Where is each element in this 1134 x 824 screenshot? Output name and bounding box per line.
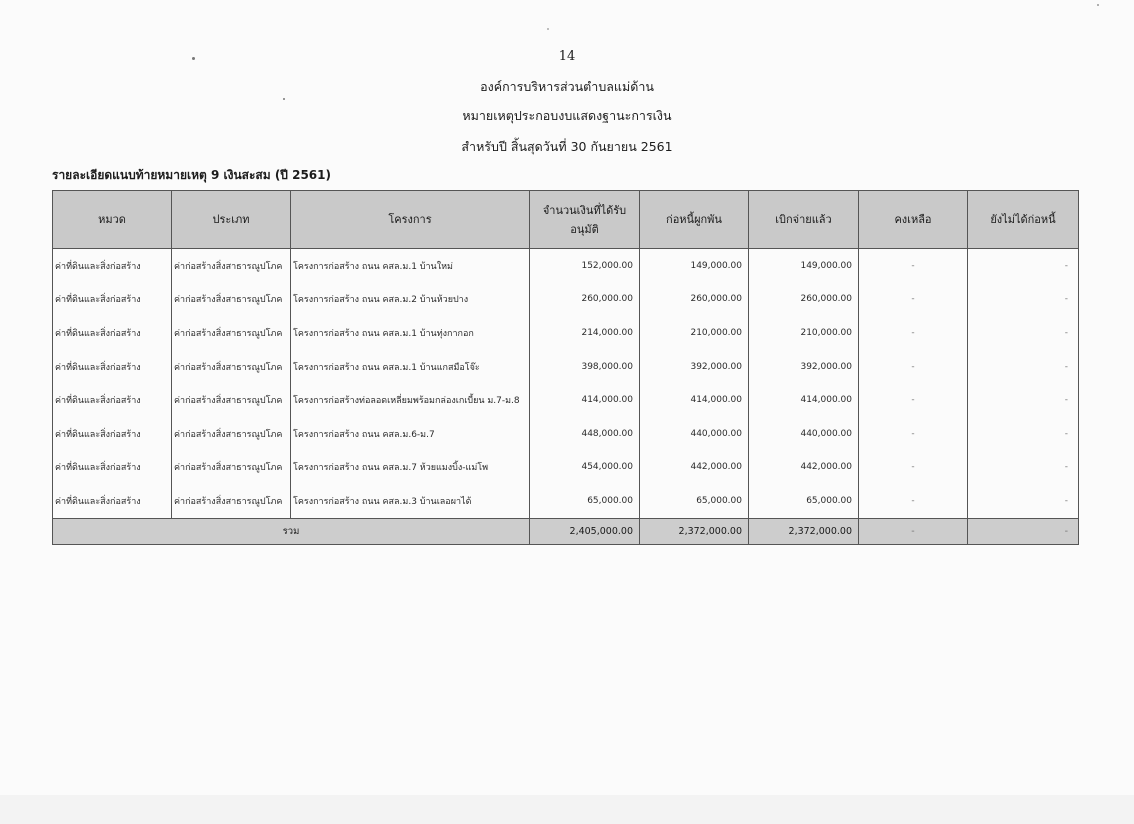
cell-remaining: - [859, 417, 968, 451]
cell-approved: 398,000.00 [530, 350, 640, 384]
cell-disbursed: 440,000.00 [749, 417, 859, 451]
cell-disbursed: 260,000.00 [749, 283, 859, 317]
cell-category: ค่าที่ดินและสิ่งก่อสร้าง [53, 283, 172, 317]
total-label: รวม [53, 518, 530, 544]
table-header-row [53, 191, 1079, 249]
cell-not-obligated: - [968, 451, 1079, 485]
cell-not-obligated: - [968, 484, 1079, 518]
document-title: หมายเหตุประกอบงบแสดงฐานะการเงิน [462, 108, 672, 123]
cell-project: โครงการก่อสร้าง ถนน คสล.ม.2 บ้านห้วยปาง [291, 283, 530, 317]
page-number: 14 [558, 49, 576, 64]
table-row [53, 451, 1079, 485]
cell-obligated: 210,000.00 [640, 316, 749, 350]
cell-obligated: 442,000.00 [640, 451, 749, 485]
cell-project: โครงการก่อสร้าง ถนน คสล.ม.1 บ้านแกสมือโจ๊ะ [291, 350, 530, 384]
cell-category: ค่าที่ดินและสิ่งก่อสร้าง [53, 417, 172, 451]
cell-type: ค่าก่อสร้างสิ่งสาธารณูปโภค [172, 350, 291, 384]
total-disbursed: 2,372,000.00 [749, 518, 859, 544]
scan-speck [1097, 4, 1099, 6]
header-remaining: คงเหลือ [859, 191, 968, 249]
cell-remaining: - [859, 350, 968, 384]
cell-type: ค่าก่อสร้างสิ่งสาธารณูปโภค [172, 383, 291, 417]
cell-remaining: - [859, 383, 968, 417]
cell-remaining: - [859, 484, 968, 518]
scan-speck [283, 98, 285, 100]
header-category: หมวด [53, 191, 172, 249]
data-table [52, 190, 1079, 545]
cell-approved: 214,000.00 [530, 316, 640, 350]
cell-not-obligated: - [968, 316, 1079, 350]
cell-not-obligated: - [968, 249, 1079, 283]
table-row [53, 350, 1079, 384]
cell-remaining: - [859, 283, 968, 317]
table-row [53, 316, 1079, 350]
cell-approved: 260,000.00 [530, 283, 640, 317]
cell-project: โครงการก่อสร้าง ถนน คสล.ม.6-ม.7 [291, 417, 530, 451]
cell-remaining: - [859, 451, 968, 485]
total-not-obligated: - [968, 518, 1079, 544]
cell-type: ค่าก่อสร้างสิ่งสาธารณูปโภค [172, 283, 291, 317]
cell-project: โครงการก่อสร้างท่อลอดเหลี่ยมพร้อมกล่องเกเบี้ยน ม.7-ม.8 [291, 383, 530, 417]
table-body [53, 249, 1079, 519]
total-remaining: - [859, 518, 968, 544]
cell-not-obligated: - [968, 417, 1079, 451]
cell-not-obligated: - [968, 383, 1079, 417]
cell-obligated: 440,000.00 [640, 417, 749, 451]
cell-obligated: 260,000.00 [640, 283, 749, 317]
header-type: ประเภท [172, 191, 291, 249]
cell-project: โครงการก่อสร้าง ถนน คสล.ม.1 บ้านใหม่ [291, 249, 530, 283]
cell-disbursed: 442,000.00 [749, 451, 859, 485]
cell-not-obligated: - [968, 283, 1079, 317]
cell-type: ค่าก่อสร้างสิ่งสาธารณูปโภค [172, 484, 291, 518]
cell-obligated: 149,000.00 [640, 249, 749, 283]
cell-disbursed: 65,000.00 [749, 484, 859, 518]
table-row [53, 484, 1079, 518]
cell-remaining: - [859, 316, 968, 350]
header-project: โครงการ [291, 191, 530, 249]
cell-category: ค่าที่ดินและสิ่งก่อสร้าง [53, 383, 172, 417]
header-disbursed: เบิกจ่ายแล้ว [749, 191, 859, 249]
cell-approved: 152,000.00 [530, 249, 640, 283]
table-row [53, 283, 1079, 317]
cell-project: โครงการก่อสร้าง ถนน คสล.ม.3 บ้านเลอผาได้ [291, 484, 530, 518]
cell-obligated: 414,000.00 [640, 383, 749, 417]
cell-obligated: 65,000.00 [640, 484, 749, 518]
cell-disbursed: 392,000.00 [749, 350, 859, 384]
cell-category: ค่าที่ดินและสิ่งก่อสร้าง [53, 249, 172, 283]
header-approved: จำนวนเงินที่ได้รับอนุมัติ [530, 191, 640, 249]
cell-approved: 65,000.00 [530, 484, 640, 518]
total-row [53, 518, 1079, 544]
cell-not-obligated: - [968, 350, 1079, 384]
cell-disbursed: 210,000.00 [749, 316, 859, 350]
section-caption: รายละเอียดแนบท้ายหมายเหตุ 9 เงินสะสม (ปี 2561) [52, 168, 331, 182]
cell-category: ค่าที่ดินและสิ่งก่อสร้าง [53, 350, 172, 384]
organization-name: องค์การบริหารส่วนตำบลแม่ด้าน [480, 79, 654, 94]
cell-disbursed: 149,000.00 [749, 249, 859, 283]
cell-type: ค่าก่อสร้างสิ่งสาธารณูปโภค [172, 249, 291, 283]
table-row [53, 417, 1079, 451]
scan-speck [547, 28, 549, 30]
cell-remaining: - [859, 249, 968, 283]
cell-approved: 454,000.00 [530, 451, 640, 485]
table-row [53, 249, 1079, 283]
cell-type: ค่าก่อสร้างสิ่งสาธารณูปโภค [172, 316, 291, 350]
cell-category: ค่าที่ดินและสิ่งก่อสร้าง [53, 484, 172, 518]
cell-approved: 414,000.00 [530, 383, 640, 417]
total-approved: 2,405,000.00 [530, 518, 640, 544]
total-obligated: 2,372,000.00 [640, 518, 749, 544]
reporting-period: สำหรับปี สิ้นสุดวันที่ 30 กันยายน 2561 [461, 139, 673, 154]
cell-project: โครงการก่อสร้าง ถนน คสล.ม.1 บ้านทุ่งกากอก [291, 316, 530, 350]
cell-disbursed: 414,000.00 [749, 383, 859, 417]
page-bottom-edge [0, 795, 1134, 824]
header-not-obligated: ยังไม่ได้ก่อหนี้ [968, 191, 1079, 249]
cell-type: ค่าก่อสร้างสิ่งสาธารณูปโภค [172, 451, 291, 485]
header-obligated: ก่อหนี้ผูกพัน [640, 191, 749, 249]
cell-obligated: 392,000.00 [640, 350, 749, 384]
cell-approved: 448,000.00 [530, 417, 640, 451]
cell-category: ค่าที่ดินและสิ่งก่อสร้าง [53, 316, 172, 350]
cell-category: ค่าที่ดินและสิ่งก่อสร้าง [53, 451, 172, 485]
cell-type: ค่าก่อสร้างสิ่งสาธารณูปโภค [172, 417, 291, 451]
table-row [53, 383, 1079, 417]
accumulated-funds-table [52, 190, 1078, 545]
cell-project: โครงการก่อสร้าง ถนน คสล.ม.7 ห้วยแมงบิ้ง-แม่โพ [291, 451, 530, 485]
